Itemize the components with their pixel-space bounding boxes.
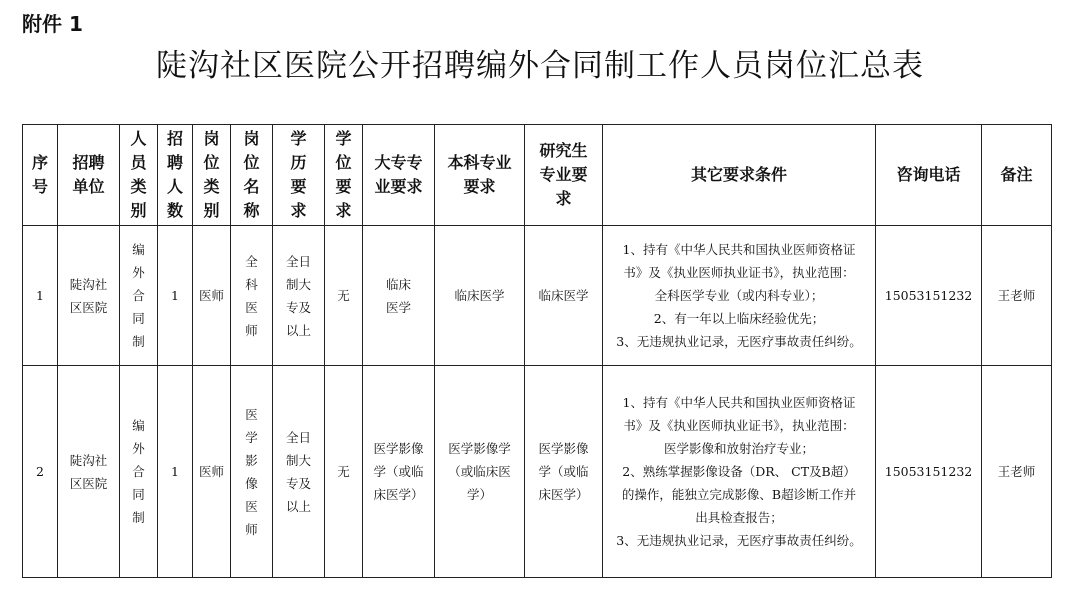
header-major-bachelor: 本科专业要求 <box>435 125 525 226</box>
table-row <box>23 366 1052 578</box>
header-count: 招聘人数 <box>158 125 193 226</box>
cell-post-type: 医师 <box>193 366 231 578</box>
cell-major-college: 临床医学 <box>363 226 435 366</box>
cell-major-bachelor: 临床医学 <box>435 226 525 366</box>
cell-education: 全日制大专及以上 <box>273 226 325 366</box>
cell-post-name: 全科医师 <box>231 226 273 366</box>
header-major-college: 大专专业要求 <box>363 125 435 226</box>
header-note: 备注 <box>982 125 1052 226</box>
cell-other-requirements: 1、持有《中华人民共和国执业医师资格证 书》及《执业医师执业证书》，执业范围： 全科医学专业（或内科专业）； 2、有一年以上临床经验优先； 3、无违规执业记录，无医疗事故责任纠纷。 <box>603 226 876 366</box>
cell-post-name: 医学影像医师 <box>231 366 273 578</box>
cell-education: 全日制大专及以上 <box>273 366 325 578</box>
cell-post-type: 医师 <box>193 226 231 366</box>
header-seq: 序号 <box>23 125 58 226</box>
attachment-label: 附件 1 <box>22 12 83 36</box>
cell-degree: 无 <box>325 366 363 578</box>
positions-table <box>22 124 1052 578</box>
header-education: 学历要求 <box>273 125 325 226</box>
cell-major-graduate: 医学影像学（或临床医学） <box>525 366 603 578</box>
cell-seq: 1 <box>23 226 58 366</box>
cell-staff-type: 编外合同制 <box>120 226 158 366</box>
cell-major-bachelor: 医学影像学（或临床医学） <box>435 366 525 578</box>
table-header-row <box>23 125 1052 226</box>
table-row <box>23 226 1052 366</box>
cell-phone: 15053151232 <box>876 226 982 366</box>
header-post-name: 岗位名称 <box>231 125 273 226</box>
cell-phone: 15053151232 <box>876 366 982 578</box>
cell-major-graduate: 临床医学 <box>525 226 603 366</box>
page-title: 陡沟社区医院公开招聘编外合同制工作人员岗位汇总表 <box>156 48 924 84</box>
cell-other-requirements: 1、持有《中华人民共和国执业医师资格证 书》及《执业医师执业证书》，执业范围： 医学影像和放射治疗专业； 2、熟练掌握影像设备（DR、 CT及B超） 的操作，能独立完成影像、B超诊断工作并 出具检查报告； 3、无违规执业记录，无医疗事故责任纠纷。 <box>603 366 876 578</box>
cell-staff-type: 编外合同制 <box>120 366 158 578</box>
header-staff-type: 人员类别 <box>120 125 158 226</box>
cell-unit: 陡沟社区医院 <box>58 226 120 366</box>
header-post-type: 岗位类别 <box>193 125 231 226</box>
header-other: 其它要求条件 <box>603 125 876 226</box>
cell-note: 王老师 <box>982 366 1052 578</box>
header-unit: 招聘单位 <box>58 125 120 226</box>
header-degree: 学位要求 <box>325 125 363 226</box>
cell-unit: 陡沟社区医院 <box>58 366 120 578</box>
cell-major-college: 医学影像学（或临床医学） <box>363 366 435 578</box>
cell-seq: 2 <box>23 366 58 578</box>
cell-count: 1 <box>158 226 193 366</box>
header-phone: 咨询电话 <box>876 125 982 226</box>
cell-note: 王老师 <box>982 226 1052 366</box>
cell-count: 1 <box>158 366 193 578</box>
cell-degree: 无 <box>325 226 363 366</box>
header-major-graduate: 研究生专业要求 <box>525 125 603 226</box>
